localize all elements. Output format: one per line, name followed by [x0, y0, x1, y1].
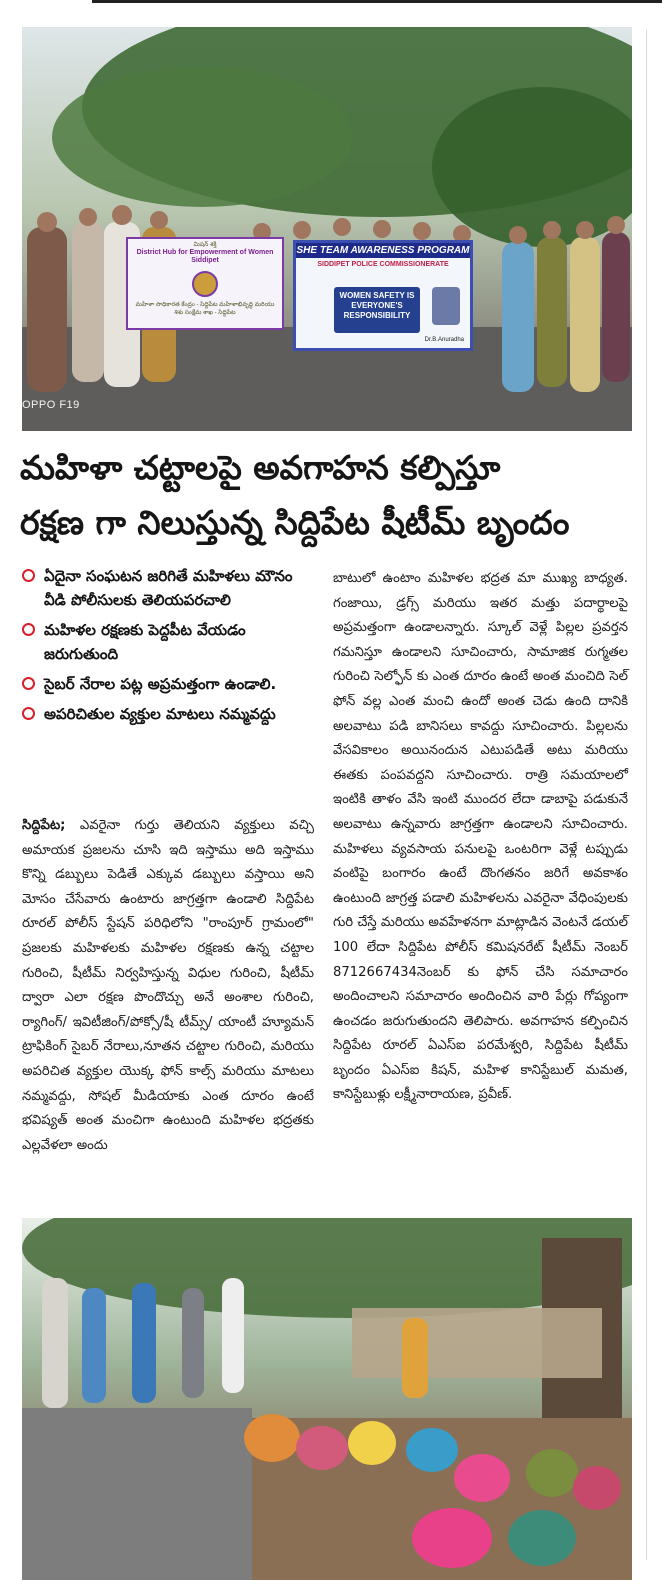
headline-line-2: రక్షణ గా నిలుస్తున్న సిద్దిపేట షీటీమ్ బృందం — [20, 503, 570, 542]
banner-left-footer: మహిళా సాధికారత కేంద్రం - సిద్దిపేట మహిళాభివృద్ధి మరియు శిశు సంక్షేమ శాఖ - సిద్దిపేట — [135, 302, 275, 316]
officer-photo-icon — [432, 287, 460, 325]
bullet-ring-icon — [22, 677, 35, 690]
banner-women-empowerment — [126, 237, 284, 330]
bullet-item — [22, 564, 314, 612]
bullet-ring-icon — [22, 707, 35, 720]
camera-watermark: OPPO F19 — [22, 399, 80, 411]
bullet-item — [22, 618, 314, 666]
banner-she-team — [293, 240, 473, 351]
bullet-ring-icon — [22, 569, 35, 582]
photo-scene — [22, 27, 632, 431]
highlight-bullets — [22, 564, 314, 732]
headline-line-1: మహిళా చట్టాలపై అవగాహన కల్పిస్తూ — [20, 448, 501, 487]
banner-right-heading: SHE TEAM AWARENESS PROGRAM — [296, 245, 470, 256]
photo-village-gathering — [22, 1218, 632, 1580]
bullet-ring-icon — [22, 623, 35, 636]
banner-right-officer: Dr.B.Anuradha — [424, 337, 464, 343]
banner-right-slogan: WOMEN SAFETY IS EVERYONE'S RESPONSIBILITY — [334, 287, 420, 333]
dateline: సిద్దిపేట; — [22, 818, 66, 833]
bullet-text: అపరిచితుల వ్యక్తుల మాటలు నమ్మవద్దు — [44, 705, 276, 723]
bullet-text: మహిళల రక్షణకు పెద్దపీట వేయడం జరుగుతుంది — [44, 621, 246, 663]
top-rule — [92, 0, 662, 3]
banner-left-title: District Hub for Empowerment of Women Siddipet — [136, 249, 274, 264]
article-column-left — [22, 814, 314, 1158]
banner-left-small: మిషన్ శక్తి — [193, 242, 217, 248]
column-rule — [646, 30, 647, 1560]
photo-scene-bottom — [22, 1218, 632, 1580]
photo-she-team-banner-group — [22, 27, 632, 431]
bullet-item — [22, 702, 314, 726]
bullet-item — [22, 672, 314, 696]
article-column-right — [333, 567, 628, 1108]
banner-right-sub: SIDDIPET POLICE COMMISSIONERATE — [317, 261, 449, 268]
emblem-icon — [192, 271, 218, 297]
article-body-left: ఎవరైనా గుర్తు తెలియని వ్యక్తులు వచ్చి అమాయక ప్రజలను చూసి ఇది ఇస్తాము అది ఇస్తాము కొన్ని డబ్బులు పెడితే ఎక్కువ డబ్బులు వస్తాయి అని మోసం చేసేవారు ఉంటారు జాగ్రత్తగా ఉండాలి సిద్దిపేట రూరల్ పోలీస్ స్టేషన్ పరిధిలోని "రాంపూర్ గ్రామంలో" ప్రజలకు మహిళలకు మహిళల రక్షణకు ఉన్న చట్టాల గురించి, షీటీమ్ నిర్వహిస్తున్న విధుల గురించి, షీటీమ్ ద్వారా ఎలా రక్షణ పొందొచ్చు అనే అంశాల గురించి, ర్యాగింగ్/ ఇవిటీజింగ్/పోక్సో/షీ టీమ్స్/ యాంటీ హ్యూమన్ ట్రాఫికింగ్ సైబర్ నేరాలు,నూతన చట్టాల గురించి, మరియు అపరిచిత వ్యక్తుల యొక్క ఫోన్ కాల్స్ మరియు మాటలు నమ్మవద్దు, సోషల్ మీడియాకు ఎంత దూరం ఉంటే భవిష్యత్ అంత మంచిగా ఉంటుంది మహిళల భద్రతకు ఎల్లవేళలా అందు — [22, 818, 314, 1153]
bullet-text: సైబర్ నేరాల పట్ల అప్రమత్తంగా ఉండాలి. — [44, 675, 277, 693]
article-body-right: బాటులో ఉంటాం మహిళల భద్రత మా ముఖ్య బాధ్యత. గంజాయి, డ్రగ్స్ మరియు ఇతర మత్తు పదార్థాలపై అప్రమత్తంగా ఉండాలన్నారు. స్కూల్ వెళ్లే పిల్లల ప్రవర్తన గమనిస్తూ ఉండాలని సూచించారు, సామాజిక రుగ్మతల గురించి సెల్ఫోన్ కు ఎంత దూరం ఉంటే అంత మంచిది సెల్ ఫోన్ వల్ల ఎంత మంచి ఉందో అంత చెడు ఉంది దానికి అలవాటు పడి బానిసలు కావద్దు సూచించారు. పిల్లలను వేసవికాలం అయినందున ఎటుపడితే అటు మరియు ఈతకు పంపవద్దని సూచించారు. రాత్రి సమయాలలో ఇంటికి తాళం వేసి ఇంటి ముందర లేదా డాబాపై పడుకునే అలవాటు ఉన్నవారు జాగ్రత్తగా ఉండాలని సూచించారు. మహిళలు వ్యవసాయ పనులపై ఒంటరిగా వెళ్లే టప్పుడు వంటిపై బంగారం ఉంటే దొంగతనం జరిగే అవకాశం ఉంటుంది జాగ్రత్త పడాలి మహిళలను ఎవరైనా వేధింపులకు గురి చేస్తే మరియు అవహేళనగా మాట్లాడిన వెంటనే డయల్ 100 లేదా సిద్దిపేట పోలీస్ కమిషనరేట్ షీటీమ్ నెంబర్ 8712667434నెంబర్ కు ఫోన్ చేసి సమాచారం అందించాలని సమాచారం అందించిన వారి పేర్లు గోప్యంగా ఉంచడం జరుగుతుందని తెలిపారు. అవగాహన కల్పించిన సిద్దిపేట రూరల్ ఏఎస్ఐ పరమేశ్వరి, సిద్దిపేట షీటీమ్ బృందం ఏఎస్ఐ కిషన్, మహిళ కానిస్టేబుల్ మమత, కానిస్టేబుళ్లు లక్ష్మీనారాయణ, ప్రవీణ్. — [333, 571, 628, 1103]
bullet-text: ఏదైనా సంఘటన జరిగితే మహిళలు మౌనం వీడి పోలీసులకు తెలియపరచాలి — [44, 567, 293, 609]
